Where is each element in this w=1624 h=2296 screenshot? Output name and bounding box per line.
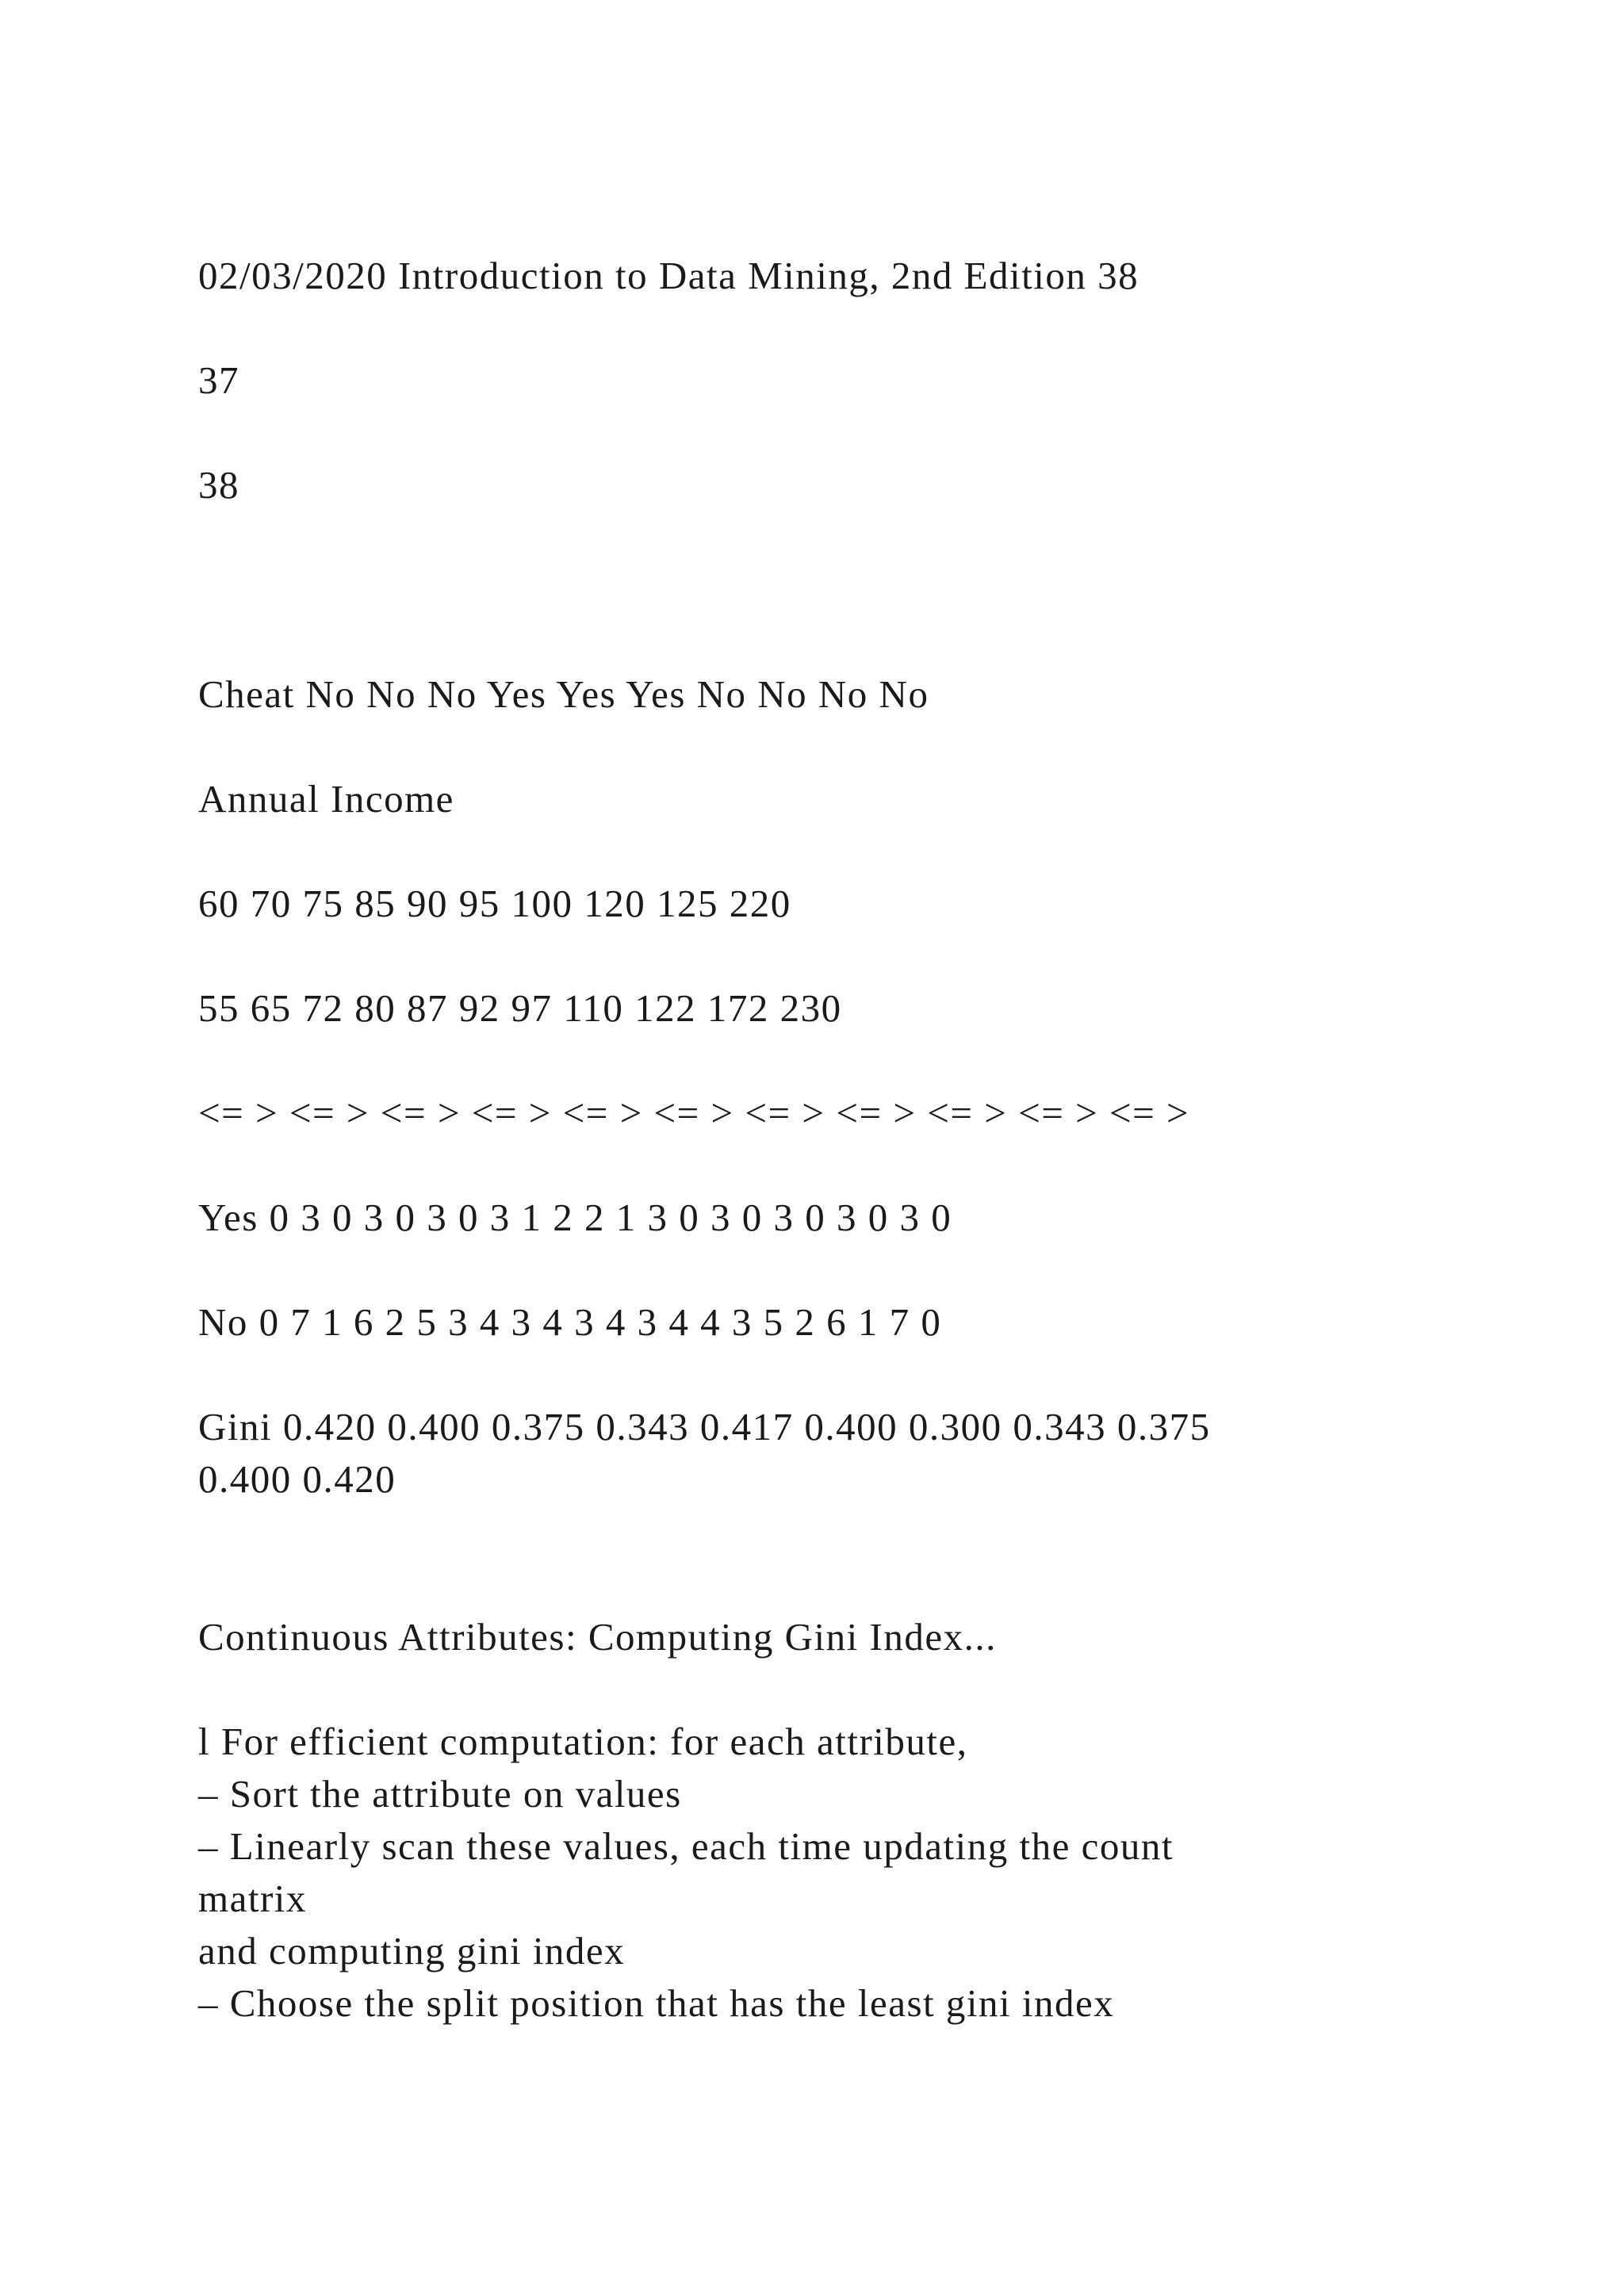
bullet-line-1: l For efficient computation: for each attribute, [198, 1720, 968, 1763]
section-bullets-2 [198, 1925, 1114, 2030]
attribute-label: Annual Income [198, 777, 454, 821]
no-count-row: No 0 7 1 6 2 5 3 4 3 4 3 4 3 4 4 3 5 2 6 1 7 0 [198, 1300, 942, 1344]
sorted-values-row: 60 70 75 85 90 95 100 120 125 220 [198, 882, 791, 925]
bullet-line-3: – Linearly scan these values, each time updating the count [198, 1824, 1174, 1868]
page-number-37: 37 [198, 358, 239, 402]
gini-row-line-2: 0.400 0.420 [198, 1457, 396, 1501]
gini-row-line-1: Gini 0.420 0.400 0.375 0.343 0.417 0.400 0.300 0.343 0.375 [198, 1405, 1211, 1448]
section-bullets [198, 1716, 1174, 1925]
slide-header: 02/03/2020 Introduction to Data Mining, 2nd Edition 38 [198, 254, 1139, 297]
operators-row: <= > <= > <= > <= > <= > <= > <= > <= > <= > <= > <= > [198, 1091, 1190, 1135]
section-title: Continuous Attributes: Computing Gini Index... [198, 1615, 997, 1659]
gini-row [198, 1401, 1211, 1506]
split-positions-row: 55 65 72 80 87 92 97 110 122 172 230 [198, 986, 842, 1030]
yes-count-row: Yes 0 3 0 3 0 3 0 3 1 2 2 1 3 0 3 0 3 0 3 0 3 0 [198, 1196, 952, 1239]
bullet-line-5: and computing gini index [198, 1929, 626, 1973]
bullet-line-4: matrix [198, 1877, 307, 1920]
bullet-line-6: – Choose the split position that has the least gini index [198, 1981, 1115, 2025]
cheat-row: Cheat No No No Yes Yes Yes No No No No [198, 672, 929, 716]
page-number-38: 38 [198, 463, 239, 507]
bullet-line-2: – Sort the attribute on values [198, 1772, 682, 1816]
